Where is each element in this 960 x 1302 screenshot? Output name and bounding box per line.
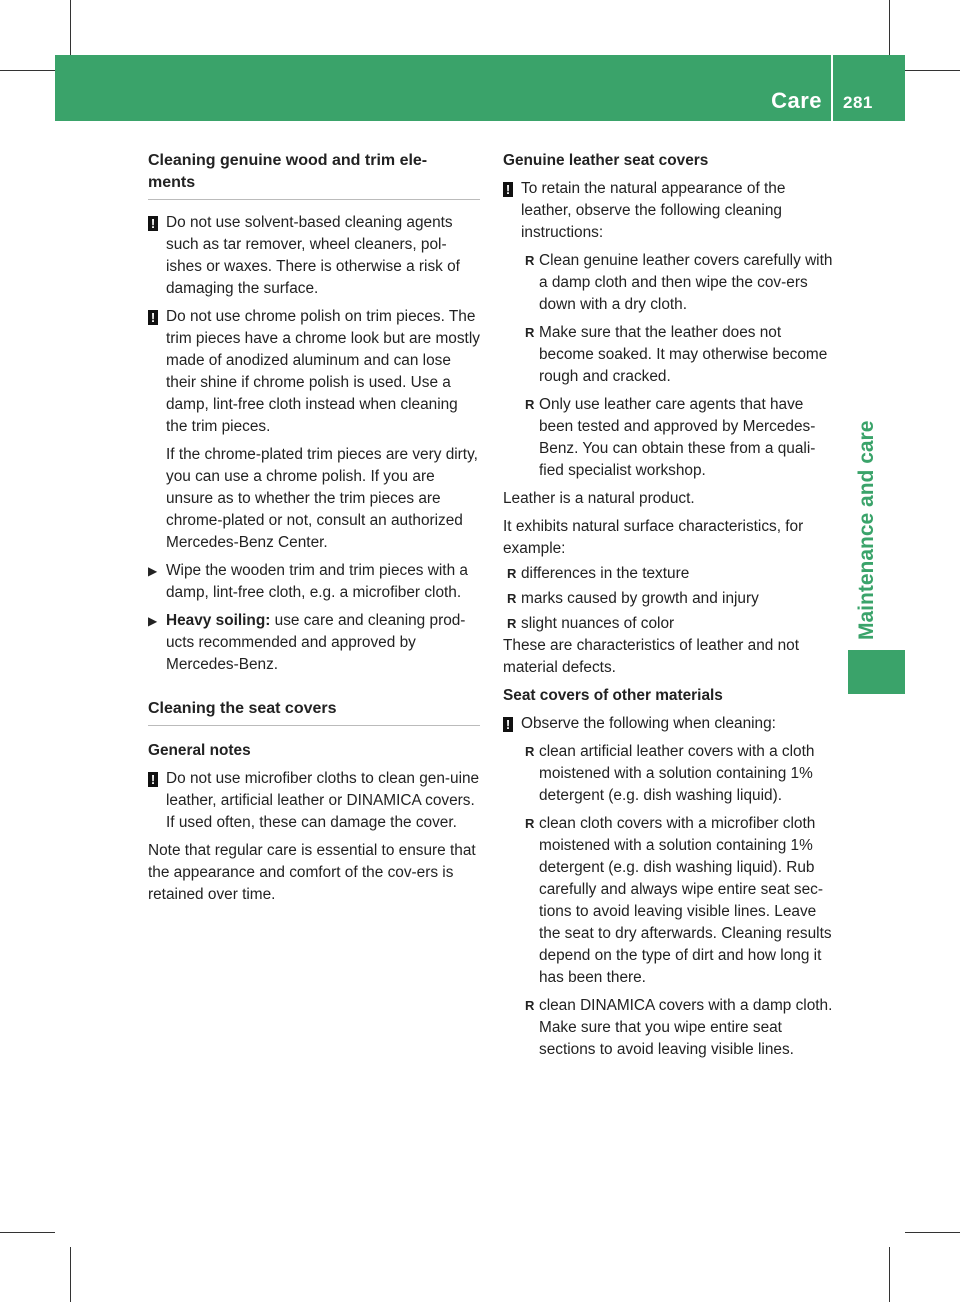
warning-icon: ! <box>148 772 158 787</box>
warning-icon: ! <box>503 182 513 197</box>
heading-leather: Genuine leather seat covers <box>503 152 709 169</box>
instruction-step <box>148 560 480 604</box>
crop-mark <box>905 1232 960 1233</box>
paragraph: If the chrome-plated trim pieces are very dirty, you can use a chrome polish. If you are unsure as to whether the trim pieces are chrome-plated or not, consult an authorized Mercedes-Benz Center. <box>166 446 478 551</box>
bullet-icon: R <box>507 591 517 606</box>
heading-seat-covers: Cleaning the seat covers <box>148 698 480 726</box>
list-item <box>503 563 835 585</box>
list-item-text: Make sure that the leather does not become soaked. It may otherwise become rough and cracked. <box>539 324 828 385</box>
list-item <box>503 613 835 635</box>
warning-note <box>148 306 480 438</box>
list-item <box>521 995 835 1061</box>
bullet-icon: R <box>507 616 517 631</box>
bullet-icon: R <box>525 397 535 412</box>
paragraph: Leather is a natural product. <box>503 490 695 507</box>
subheading-general: General notes <box>148 742 251 759</box>
list-item <box>521 813 835 989</box>
paragraph: These are characteristics of leather and not material defects. <box>503 637 799 676</box>
warning-note <box>148 768 480 834</box>
warning-text: Do not use solvent-based cleaning agents such as tar remover, wheel cleaners, pol-ishes or waxes. There is otherwise a risk of damaging the surface. <box>166 214 460 297</box>
warning-text: Observe the following when cleaning: <box>521 715 776 732</box>
list-item-text: Clean genuine leather covers carefully with a damp cloth and then wipe the cov-ers down with a dry cloth. <box>539 252 833 313</box>
warning-icon: ! <box>148 310 158 325</box>
bullet-icon: R <box>525 816 535 831</box>
heading-wood-trim: Cleaning genuine wood and trim ele- ments <box>148 150 480 200</box>
crop-mark <box>70 0 71 55</box>
warning-text: Do not use chrome polish on trim pieces. The trim pieces have a chrome look but are mostly made of anodized aluminum and can lose their shine if chrome polish is used. Use a damp, lint-free cloth instead when cleaning the trim pieces. <box>166 308 480 435</box>
crop-mark <box>905 70 960 71</box>
crop-mark <box>889 1247 890 1302</box>
arrow-icon: ▶ <box>148 614 158 628</box>
section-title: Care <box>771 88 822 113</box>
bullet-icon: R <box>525 998 535 1013</box>
warning-note <box>503 178 835 244</box>
right-column <box>503 150 835 1061</box>
list-item-text: clean cloth covers with a microfiber cloth moistened with a solution containing 1% detergent (e.g. dish washing liquid). Rub carefully and always wipe entire seat sec-tions to avoid leaving visible lines. Leave the seat to dry afterwards. Cleaning results depend on the type of dirt and how long it has been there. <box>539 815 832 986</box>
list-item <box>503 588 835 610</box>
step-bold-label: Heavy soiling: <box>166 612 271 629</box>
header-separator <box>831 55 833 121</box>
bullet-icon: R <box>525 325 535 340</box>
bullet-icon: R <box>525 744 535 759</box>
left-column <box>148 150 480 906</box>
warning-text: Do not use microfiber cloths to clean gen-uine leather, artificial leather or DINAMICA covers. If used often, these can damage the cover. <box>166 770 480 831</box>
list-item-text: clean artificial leather covers with a cloth moistened with a solution containing 1% detergent (e.g. dish washing liquid). <box>539 743 815 804</box>
page-number: 281 <box>843 93 873 112</box>
list-item <box>521 394 835 482</box>
crop-mark <box>70 1247 71 1302</box>
warning-icon: ! <box>503 717 513 732</box>
warning-text: To retain the natural appearance of the leather, observe the following cleaning instructions: <box>521 180 786 241</box>
side-tab-label: Maintenance and care <box>855 420 878 640</box>
paragraph: It exhibits natural surface characteristics, for example: <box>503 518 804 557</box>
arrow-icon: ▶ <box>148 564 158 578</box>
step-text: use care and cleaning prod-ucts recommended and approved by Mercedes-Benz. <box>166 612 466 673</box>
warning-note <box>503 713 835 735</box>
list-item <box>521 250 835 316</box>
crop-mark <box>0 70 55 71</box>
side-tab-marker <box>848 650 905 694</box>
instruction-step <box>148 610 480 676</box>
list-item-text: slight nuances of color <box>521 615 675 632</box>
warning-icon: ! <box>148 216 158 231</box>
list-item-text: marks caused by growth and injury <box>521 590 759 607</box>
list-item-text: clean DINAMICA covers with a damp cloth. Make sure that you wipe entire seat sections to avoid leaving visible lines. <box>539 997 833 1058</box>
heading-other-materials: Seat covers of other materials <box>503 687 723 704</box>
step-text: Wipe the wooden trim and trim pieces with a damp, lint-free cloth, e.g. a microfiber cloth. <box>166 562 468 601</box>
paragraph: Note that regular care is essential to ensure that the appearance and comfort of the cov-ers is retained over time. <box>148 842 476 903</box>
list-item-text: differences in the texture <box>521 565 690 582</box>
bullet-icon: R <box>525 253 535 268</box>
list-item-text: Only use leather care agents that have been tested and approved by Mercedes-Benz. You can obtain these from a quali-fied specialist workshop. <box>539 396 816 479</box>
list-item <box>521 741 835 807</box>
list-item <box>521 322 835 388</box>
warning-note <box>148 212 480 300</box>
crop-mark <box>889 0 890 55</box>
crop-mark <box>0 1232 55 1233</box>
bullet-icon: R <box>507 566 517 581</box>
